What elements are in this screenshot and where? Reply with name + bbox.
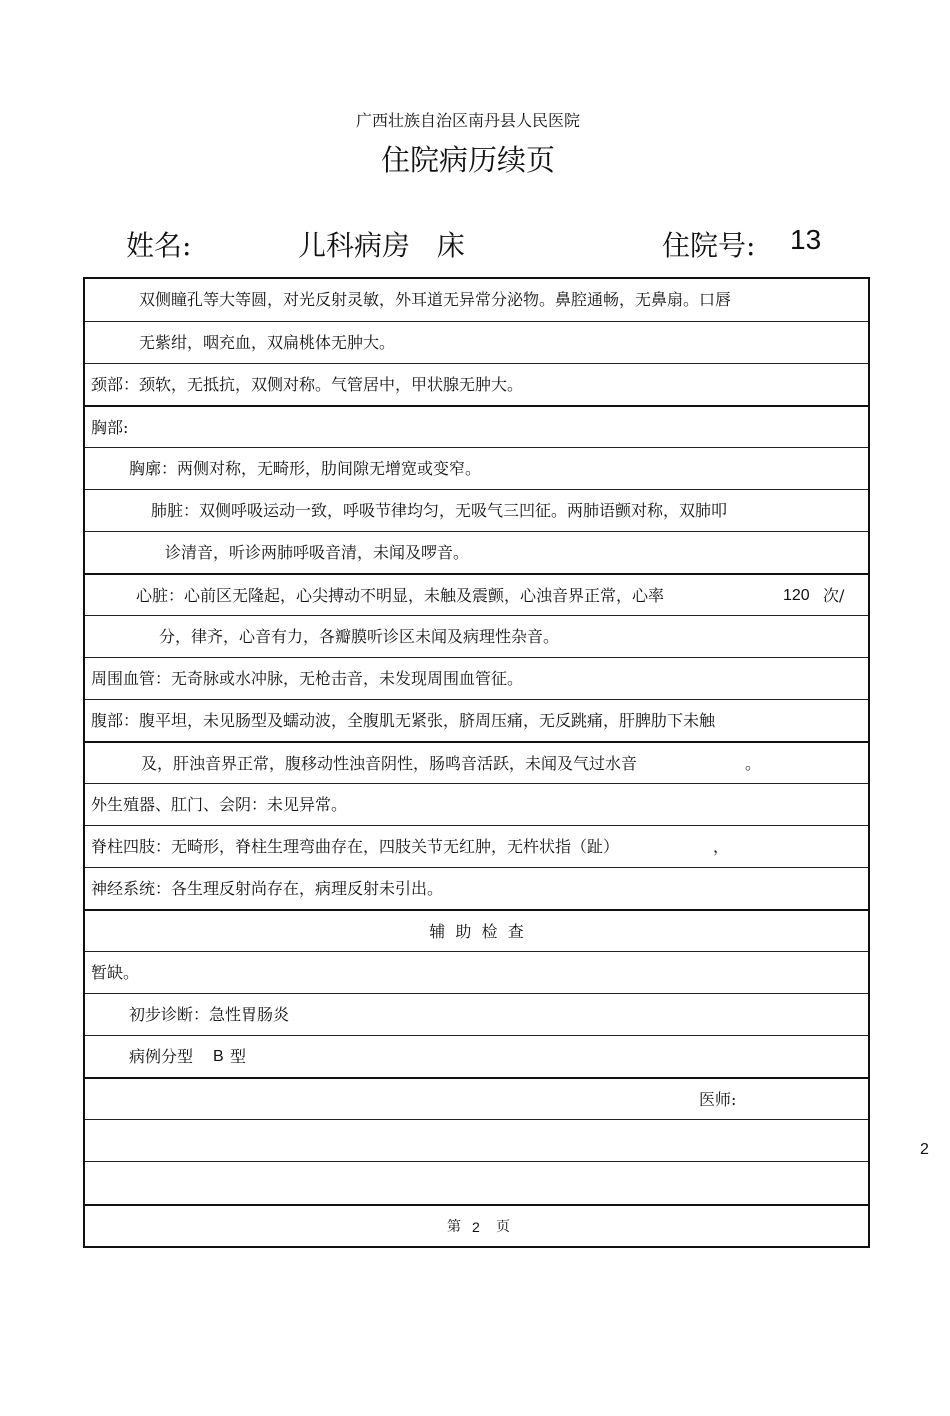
record-line: [85, 741, 868, 785]
section-header: [85, 909, 868, 953]
record-line-text: 暂缺。: [91, 963, 140, 982]
record-line: [85, 1035, 868, 1078]
record-line: [85, 279, 868, 321]
record-line-text: 肺脏：双侧呼吸运动一致，呼吸节律均匀，无吸气三凹征。两肺语颤对称，双肺叩: [151, 501, 728, 520]
record-line-text: 分，律齐，心音有力，各瓣膜听诊区未闻及病理性杂音。: [159, 627, 560, 646]
record-line-text: 无紫绀，咽充血，双扁桃体无肿大。: [139, 333, 396, 352]
record-line: [85, 1077, 868, 1121]
patient-name-label: 姓名:: [126, 229, 192, 262]
record-line: [85, 1161, 868, 1204]
record-line: [85, 489, 868, 532]
record-table: [83, 277, 870, 1248]
admission-number-label: 住院号:: [662, 229, 756, 262]
record-line-text: 腹部：腹平坦，未见肠型及蠕动波，全腹肌无紧张，脐周压痛，无反跳痛，肝脾肋下未触: [91, 711, 716, 730]
record-line: [85, 825, 868, 868]
record-line-text: 心脏：心前区无隆起，心尖搏动不明显，未触及震颤，心浊音界正常，心率: [136, 586, 665, 605]
record-line: [85, 783, 868, 826]
case-type-label: 病例分型: [129, 1047, 194, 1066]
record-line-text: 神经系统：各生理反射尚存在，病理反射未引出。: [91, 879, 444, 898]
footer-text: 页: [496, 1219, 510, 1235]
record-line-text: 及，肝浊音界正常，腹移动性浊音阴性，肠鸣音活跃，未闻及气过水音: [141, 754, 638, 773]
record-line: [85, 1119, 868, 1162]
heart-rate-value: 120: [783, 587, 810, 604]
record-line: [85, 573, 868, 617]
record-line: [85, 993, 868, 1036]
record-line-text: 型: [230, 1047, 247, 1066]
record-line: [85, 363, 868, 406]
record-line: [85, 699, 868, 742]
record-line: [85, 615, 868, 658]
page-footer: [85, 1204, 868, 1248]
record-line-text: 外生殖器、肛门、会阴：未见异常。: [91, 795, 348, 814]
record-line: [85, 531, 868, 574]
record-line: [85, 951, 868, 994]
record-line-text: 双侧瞳孔等大等圆，对光反射灵敏，外耳道无异常分泌物。鼻腔通畅，无鼻扇。口唇: [139, 290, 732, 309]
record-line-text: 次/: [823, 586, 845, 605]
footer-page-number: 2: [472, 1219, 480, 1235]
record-line: [85, 867, 868, 910]
record-line-text: 颈部：颈软，无抵抗，双侧对称。气管居中，甲状腺无肿大。: [91, 375, 524, 394]
record-line-text: 脊柱四肢：无畸形，脊柱生理弯曲存在，四肢关节无红肿，无杵状指（趾）: [91, 837, 620, 856]
record-line-text: 胸部:: [91, 418, 129, 437]
record-line-text: 。: [745, 754, 762, 773]
margin-page-number: 2: [920, 1141, 929, 1158]
record-line-text: 胸廓：两侧对称，无畸形，肋间隙无增宽或变窄。: [129, 459, 482, 478]
physician-label: 医师:: [699, 1090, 737, 1109]
record-line: [85, 405, 868, 449]
record-line-text: 诊清音，听诊两肺呼吸音清，未闻及啰音。: [165, 543, 470, 562]
auxiliary-exam-heading: 辅 助 检 查: [429, 922, 524, 941]
record-line: [85, 447, 868, 490]
record-line: [85, 321, 868, 364]
preliminary-diagnosis: 初步诊断：急性胃肠炎: [129, 1005, 290, 1024]
hospital-name: 广西壮族自治区南丹县人民医院: [355, 111, 580, 130]
record-line: [85, 657, 868, 700]
record-line-text: ，: [713, 837, 730, 856]
footer-text: 第: [447, 1219, 461, 1235]
ward-bed: 儿科病房 床: [298, 229, 465, 262]
record-line-text: 周围血管：无奇脉或水冲脉，无枪击音，未发现周围血管征。: [91, 669, 524, 688]
admission-number: 13: [790, 224, 822, 255]
case-type-value: B: [213, 1048, 224, 1065]
document-title: 住院病历续页: [380, 143, 555, 177]
